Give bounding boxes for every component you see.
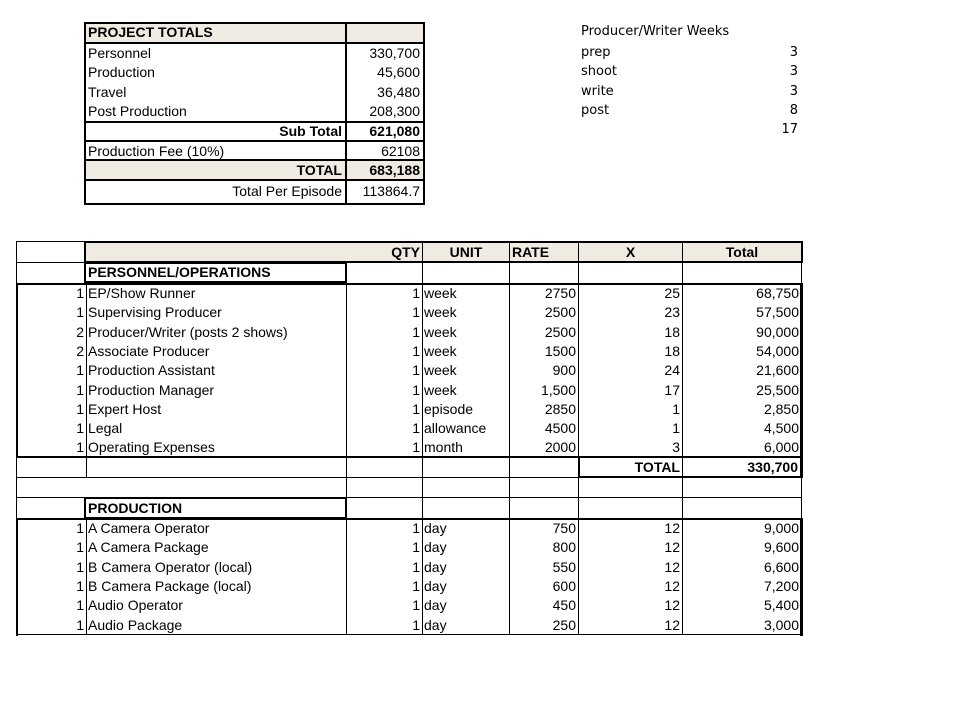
per-episode-label: Total Per Episode — [232, 183, 342, 199]
row-item: A Camera Operator — [88, 520, 210, 536]
row-x: 18 — [664, 323, 680, 340]
row-count: 1 — [76, 577, 84, 594]
subtotal-label: Sub Total — [279, 123, 342, 139]
row-total: 57,500 — [756, 304, 799, 321]
row-item: B Camera Operator (local) — [88, 558, 253, 575]
totals-label: Post Production — [88, 103, 187, 119]
row-item: B Camera Package (local) — [88, 577, 252, 594]
row-total: 9,000 — [763, 520, 799, 536]
row-qty: 1 — [412, 577, 420, 594]
row-unit: week — [424, 304, 457, 321]
row-rate: 550 — [552, 558, 576, 575]
row-item: Audio Package — [88, 616, 183, 633]
row-total: 90,000 — [756, 323, 799, 340]
row-count: 2 — [76, 342, 84, 359]
row-x: 3 — [672, 439, 680, 456]
row-total: 5,400 — [763, 597, 799, 614]
row-qty: 1 — [412, 342, 420, 359]
row-count: 1 — [76, 539, 84, 556]
row-x: 12 — [664, 597, 680, 614]
row-item: Producer/Writer (posts 2 shows) — [88, 323, 288, 340]
row-item: Expert Host — [88, 400, 162, 417]
header-x: X — [625, 244, 636, 260]
row-rate: 2850 — [544, 400, 576, 417]
row-unit: month — [424, 439, 463, 456]
row-unit: allowance — [424, 420, 487, 437]
row-x: 17 — [664, 381, 680, 398]
row-count: 1 — [76, 520, 84, 536]
totals-value: 36,480 — [377, 84, 420, 100]
row-unit: day — [424, 520, 447, 536]
row-count: 2 — [76, 323, 84, 340]
totals-label: Personnel — [88, 45, 152, 61]
row-x: 12 — [664, 616, 680, 633]
totals-label: Production — [88, 64, 155, 80]
row-total: 3,000 — [763, 616, 799, 633]
row-item: Associate Producer — [88, 342, 210, 359]
row-x: 12 — [664, 577, 680, 594]
row-rate: 2500 — [544, 323, 576, 340]
row-x: 18 — [664, 342, 680, 359]
row-x: 1 — [672, 400, 680, 417]
production-section-title: PRODUCTION — [88, 500, 183, 516]
row-rate: 2750 — [544, 285, 576, 301]
row-item: Operating Expenses — [88, 439, 215, 456]
weeks-value: 3 — [789, 84, 798, 99]
row-total: 2,850 — [763, 400, 799, 417]
row-unit: day — [424, 558, 447, 575]
weeks-label: prep — [581, 45, 611, 60]
row-unit: week — [424, 362, 457, 379]
row-unit: day — [424, 616, 447, 633]
totals-value: 208,300 — [369, 103, 420, 119]
header-unit: UNIT — [449, 244, 483, 260]
row-item: Legal — [88, 420, 123, 437]
row-rate: 2500 — [544, 304, 576, 321]
personnel-section-title: PERSONNEL/OPERATIONS — [88, 264, 271, 280]
row-count: 1 — [76, 304, 84, 321]
weeks-value: 8 — [789, 103, 798, 118]
fee-value: 62108 — [381, 143, 420, 159]
row-unit: episode — [424, 400, 474, 417]
row-count: 1 — [76, 362, 84, 379]
row-qty: 1 — [412, 400, 420, 417]
row-x: 25 — [664, 285, 680, 301]
row-rate: 1500 — [544, 342, 576, 359]
weeks-sum: 17 — [781, 122, 798, 137]
weeks-title: Producer/Writer Weeks — [581, 24, 730, 39]
row-qty: 1 — [412, 420, 420, 437]
row-qty: 1 — [412, 439, 420, 456]
row-count: 1 — [76, 420, 84, 437]
row-qty: 1 — [412, 381, 420, 398]
weeks-value: 3 — [789, 64, 798, 79]
row-rate: 450 — [552, 597, 576, 614]
row-unit: day — [424, 539, 447, 556]
totals-label: Travel — [88, 84, 127, 100]
fee-label: Production Fee (10%) — [88, 143, 225, 159]
row-item: EP/Show Runner — [88, 285, 196, 301]
subtotal-value: 621,080 — [369, 123, 420, 139]
row-qty: 1 — [412, 323, 420, 340]
personnel-total-value: 330,700 — [747, 459, 798, 475]
totals-title: PROJECT TOTALS — [88, 24, 213, 40]
row-x: 12 — [664, 539, 680, 556]
row-total: 4,500 — [763, 420, 799, 437]
row-x: 24 — [664, 362, 680, 379]
row-rate: 900 — [552, 362, 576, 379]
row-total: 9,600 — [763, 539, 799, 556]
row-total: 6,600 — [763, 558, 799, 575]
row-unit: day — [424, 577, 447, 594]
row-rate: 2000 — [544, 439, 576, 456]
row-qty: 1 — [412, 539, 420, 556]
row-count: 1 — [76, 285, 84, 301]
row-x: 1 — [672, 420, 680, 437]
row-qty: 1 — [412, 520, 420, 536]
row-count: 1 — [76, 439, 84, 456]
row-total: 25,500 — [756, 381, 799, 398]
per-episode-value: 113864.7 — [362, 183, 420, 199]
row-x: 23 — [664, 304, 680, 321]
row-rate: 1,500 — [540, 381, 576, 398]
row-item: Audio Operator — [88, 597, 183, 614]
row-total: 6,000 — [763, 439, 799, 456]
row-item: Production Assistant — [88, 362, 215, 379]
row-qty: 1 — [412, 285, 420, 301]
row-total: 21,600 — [756, 362, 799, 379]
row-count: 1 — [76, 597, 84, 614]
row-count: 1 — [76, 616, 84, 633]
weeks-label: shoot — [581, 64, 618, 79]
row-total: 7,200 — [763, 577, 799, 594]
row-rate: 600 — [552, 577, 576, 594]
row-total: 68,750 — [756, 285, 799, 301]
row-item: Production Manager — [88, 381, 215, 398]
totals-value: 330,700 — [369, 45, 420, 61]
weeks-value: 3 — [789, 45, 798, 60]
row-rate: 800 — [552, 539, 576, 556]
row-unit: week — [424, 381, 457, 398]
row-qty: 1 — [412, 304, 420, 321]
row-qty: 1 — [412, 362, 420, 379]
grand-total-value: 683,188 — [369, 162, 420, 178]
row-item: A Camera Package — [88, 539, 209, 556]
header-rate: RATE — [512, 244, 550, 260]
row-qty: 1 — [412, 597, 420, 614]
row-qty: 1 — [412, 616, 420, 633]
row-total: 54,000 — [756, 342, 799, 359]
row-qty: 1 — [412, 558, 420, 575]
row-unit: week — [424, 323, 457, 340]
row-unit: week — [424, 342, 457, 359]
row-rate: 750 — [552, 520, 576, 536]
header-total: Total — [725, 244, 759, 260]
row-x: 12 — [664, 558, 680, 575]
weeks-label: post — [581, 103, 610, 118]
grand-total-label: TOTAL — [296, 162, 342, 178]
row-unit: day — [424, 597, 447, 614]
row-count: 1 — [76, 381, 84, 398]
header-qty: QTY — [391, 244, 420, 260]
row-count: 1 — [76, 400, 84, 417]
row-x: 12 — [664, 520, 680, 536]
row-unit: week — [424, 285, 457, 301]
personnel-total-label: TOTAL — [634, 459, 680, 475]
row-rate: 4500 — [544, 420, 576, 437]
weeks-label: write — [581, 84, 614, 99]
row-item: Supervising Producer — [88, 304, 222, 321]
row-rate: 250 — [552, 616, 576, 633]
totals-value: 45,600 — [377, 64, 420, 80]
row-count: 1 — [76, 558, 84, 575]
